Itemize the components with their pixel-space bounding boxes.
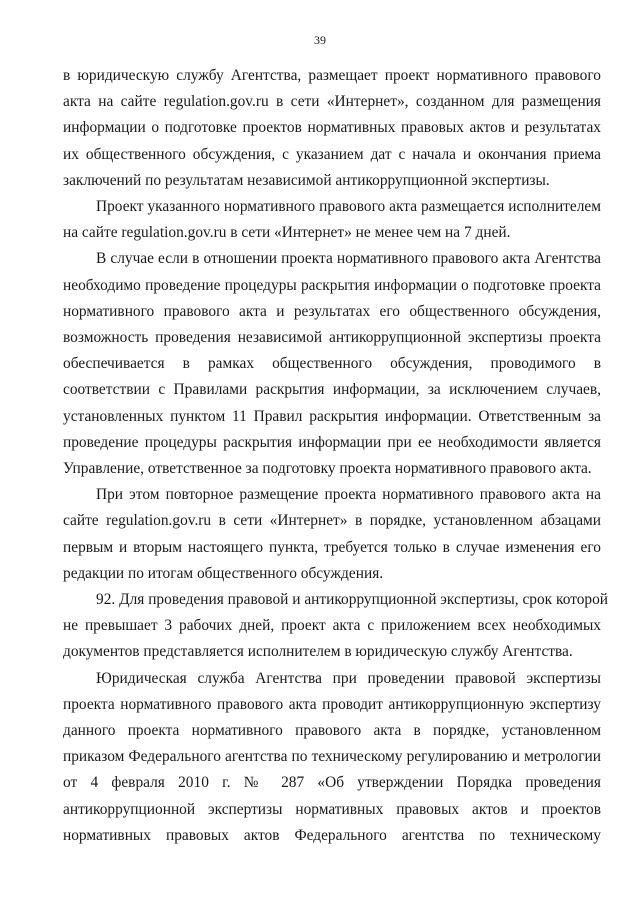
text-line: не превышает 3 рабочих дней, проект акта с приложением всех необходимых xyxy=(63,617,601,635)
text-line: установленных пунктом 11 Правил раскрытия информации. Ответственным за xyxy=(63,407,601,425)
page-number: 39 xyxy=(314,33,326,47)
text-line: документов представляется исполнителем в юридическую службу Агентства. xyxy=(63,643,573,661)
text-line: Юридическая служба Агентства при проведении правовой экспертизы xyxy=(96,669,601,687)
text-line: возможность проведения независимой антикоррупционной экспертизы проекта xyxy=(63,329,601,347)
text-line: В случае если в отношении проекта нормативного правового акта Агентства xyxy=(96,250,601,268)
text-line: в юридическую службу Агентства, размещает проект нормативного правового xyxy=(63,67,601,84)
text-line: их общественного обсуждения, с указанием дат с начала и окончания приема xyxy=(63,145,601,163)
paragraph-p2 xyxy=(63,194,601,246)
text-line: на сайте regulation.gov.ru в сети «Интернет» не менее чем на 7 дней. xyxy=(63,224,511,242)
text-line: Управление, ответственное за подготовку проекта нормативного правового акта. xyxy=(63,460,592,478)
text-line: нормативных правовых актов Федерального агентства по техническому xyxy=(63,826,601,844)
text-line: приказом Федерального агентства по техническому регулированию и метрологии xyxy=(63,748,601,766)
paragraph-p3 xyxy=(63,246,601,482)
text-line: 92. Для проведения правовой и антикоррупционной экспертизы, срок которой xyxy=(96,591,609,609)
text-line: первым и вторым настоящего пункта, требуется только в случае изменения его xyxy=(63,538,601,556)
paragraph-p6 xyxy=(63,666,601,849)
body-text xyxy=(63,63,609,849)
text-line: Проект указанного нормативного правового акта размещается исполнителем xyxy=(96,198,601,216)
text-line: При этом повторное размещение проекта нормативного правового акта на xyxy=(96,486,601,504)
text-line: необходимо проведение процедуры раскрытия информации о подготовке проекта xyxy=(63,276,601,294)
text-line: соответствии с Правилами раскрытия информации, за исключением случаев, xyxy=(63,381,601,399)
text-line: обеспечивается в рамках общественного обсуждения, проводимого в xyxy=(63,355,601,373)
text-line: информации о подготовке проектов нормативных правовых актов и результатах xyxy=(63,119,601,137)
paragraph-p5 xyxy=(63,587,609,666)
text-line: данного проекта нормативного правового акта в порядке, установленном xyxy=(63,722,601,740)
text-line: заключений по результатам независимой антикоррупционной экспертизы. xyxy=(63,171,550,189)
text-line: антикоррупционной экспертизы нормативных правовых актов и проектов xyxy=(63,800,601,818)
text-line: редакции по итогам общественного обсуждения. xyxy=(63,564,384,582)
paragraph-p1 xyxy=(63,63,601,194)
paragraph-p4 xyxy=(63,482,601,587)
text-line: нормативного правового акта и результатах его общественного обсуждения, xyxy=(63,302,601,320)
text-line: проекта нормативного правового акта проводит антикоррупционную экспертизу xyxy=(63,695,601,713)
text-line: сайте regulation.gov.ru в сети «Интернет» в порядке, установленном абзацами xyxy=(63,512,601,530)
text-line: проведение процедуры раскрытия информации при ее необходимости является xyxy=(63,433,601,451)
text-line: от 4 февраля 2010 г. № 287 «Об утверждении Порядка проведения xyxy=(63,774,601,792)
text-line: акта на сайте regulation.gov.ru в сети «Интернет», созданном для размещения xyxy=(63,93,601,111)
